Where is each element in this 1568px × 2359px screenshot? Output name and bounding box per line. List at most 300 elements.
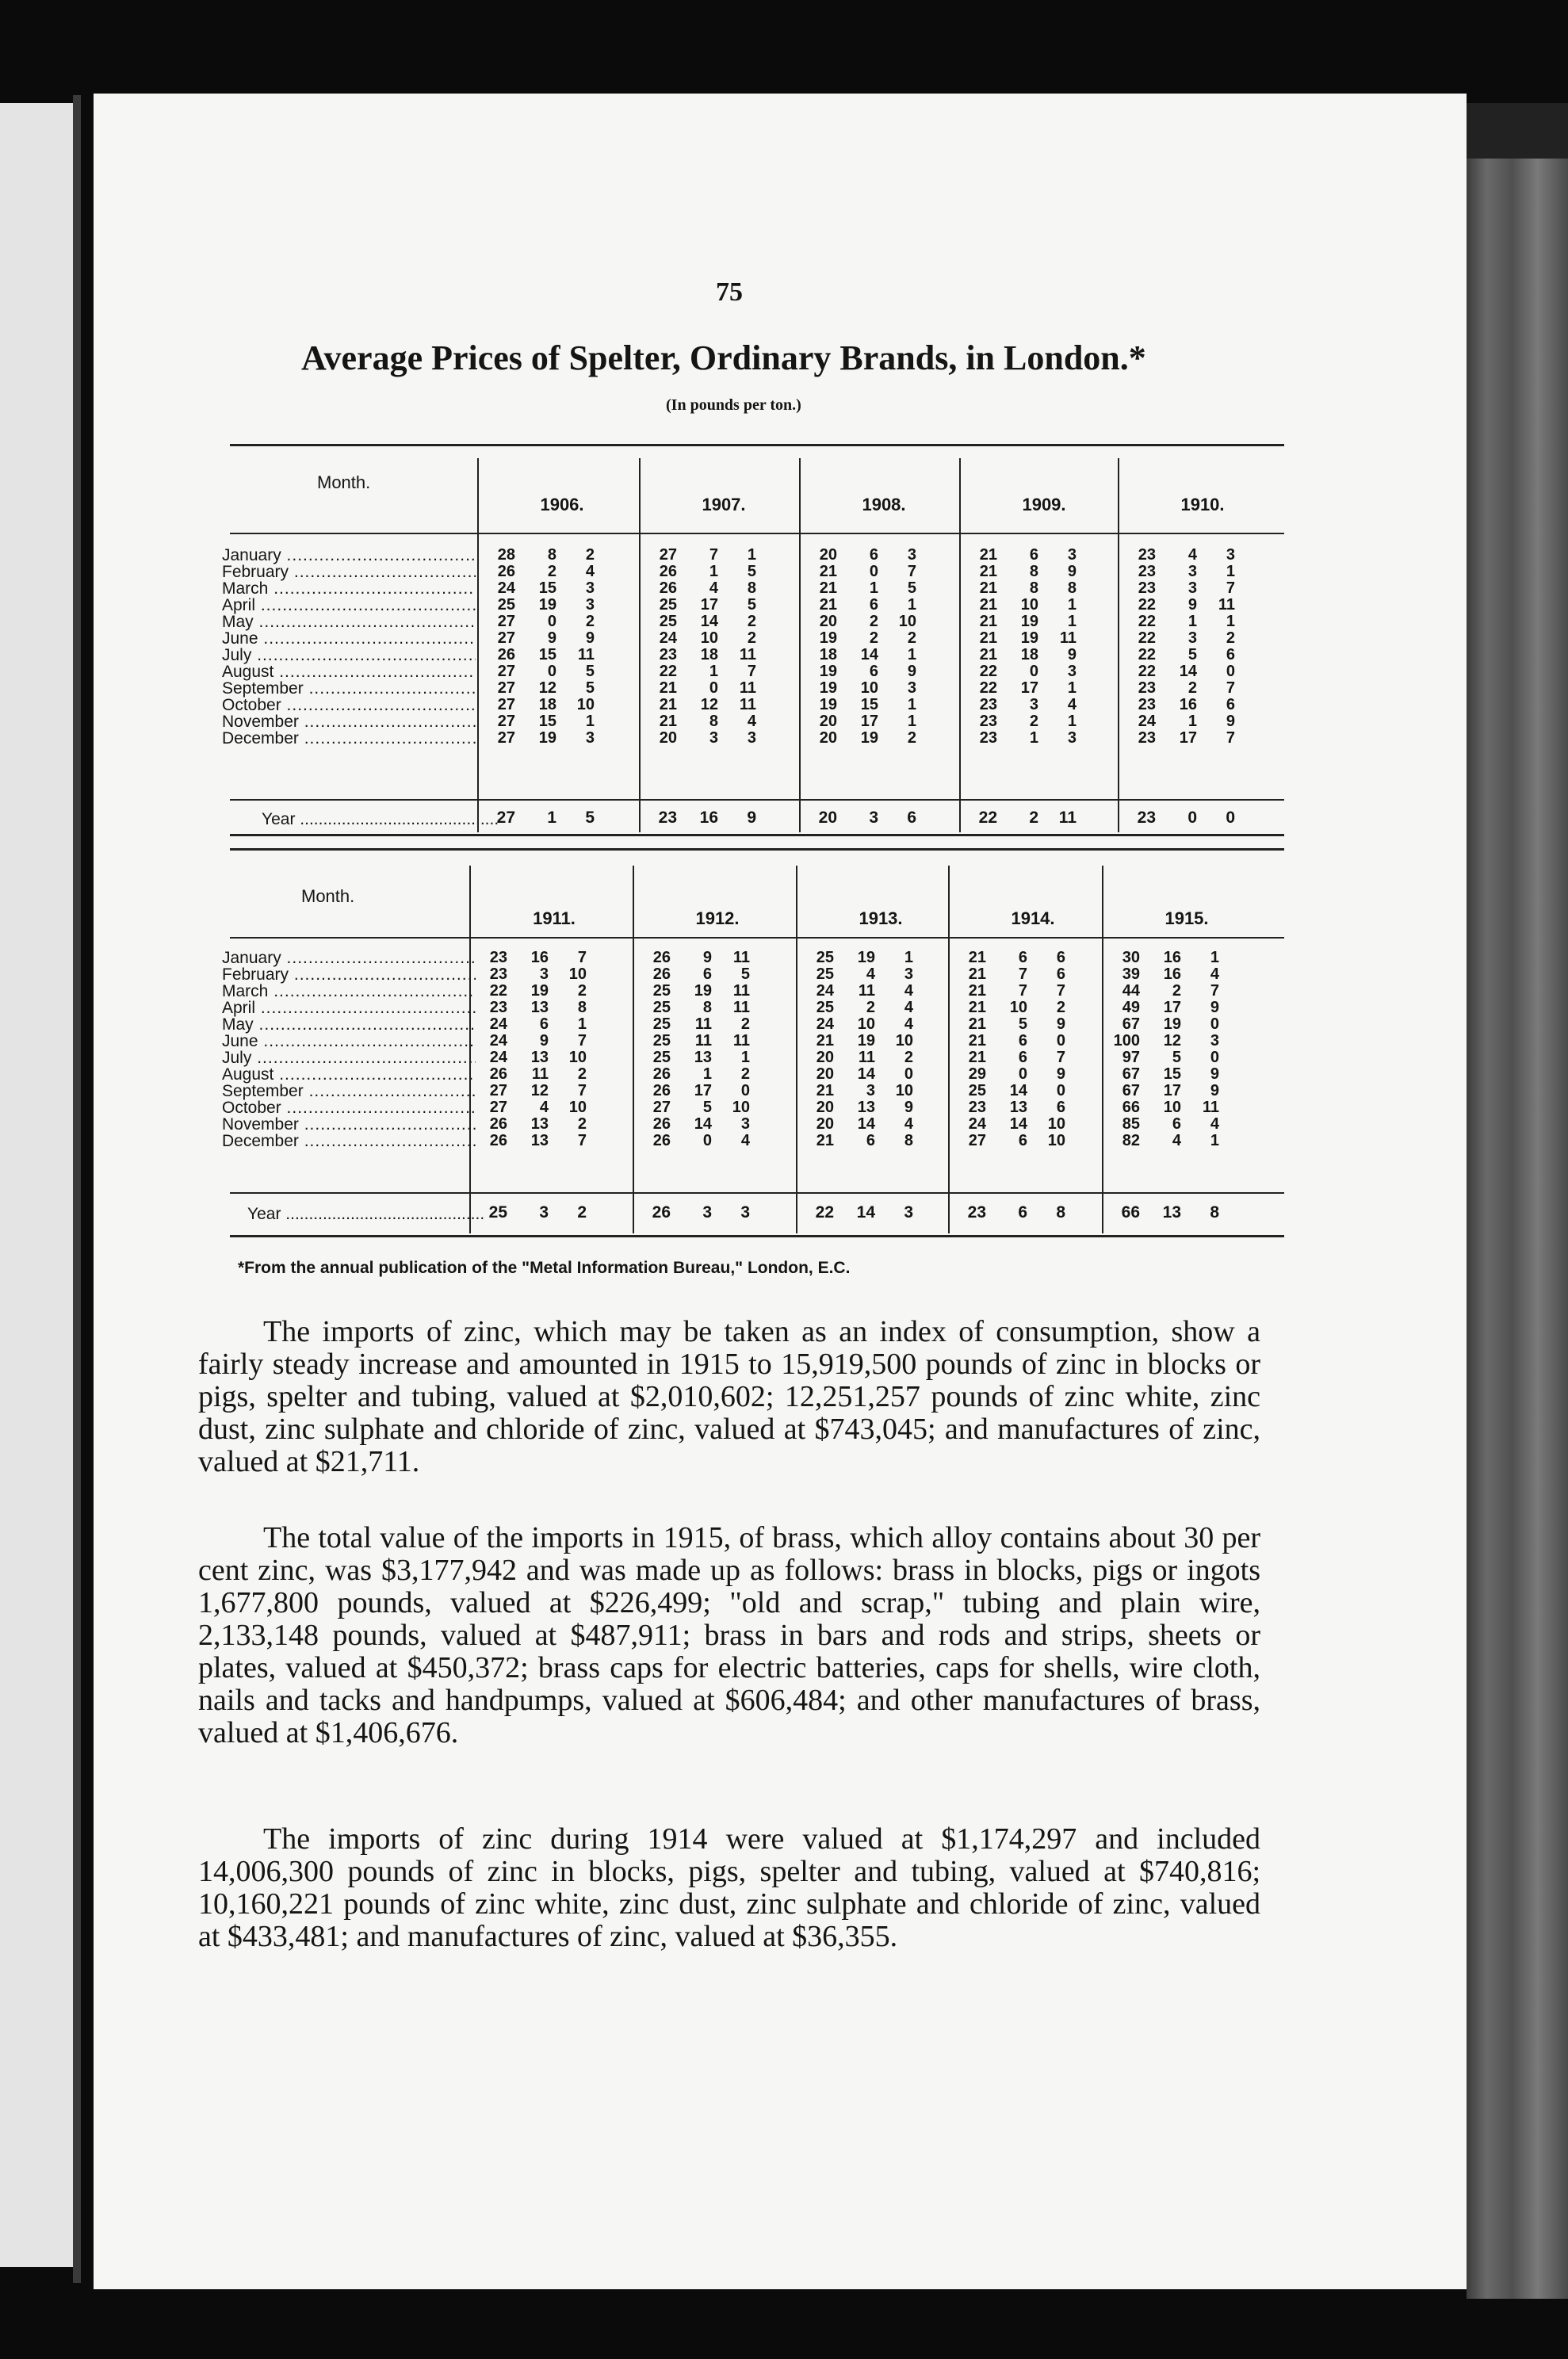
shillings-value: 18	[700, 646, 718, 663]
shillings-value: 12	[538, 679, 556, 697]
shillings-value: 17	[1163, 999, 1181, 1016]
monthly-values	[958, 950, 1108, 1149]
year-pence-value: 3	[740, 1203, 750, 1222]
pounds-value: 24	[816, 982, 834, 1000]
shillings-value: 17	[1020, 679, 1038, 697]
monthly-value-row	[809, 680, 959, 697]
pence-value: 0	[904, 1065, 913, 1083]
shillings-value: 9	[547, 629, 556, 647]
pounds-value: 66	[1122, 1099, 1140, 1116]
pence-value: 2	[585, 546, 595, 564]
pence-value: 11	[732, 999, 750, 1016]
shillings-value: 6	[1018, 1049, 1027, 1066]
pence-value: 9	[1067, 563, 1077, 580]
paragraph-zinc-imports-1914: The imports of zinc during 1914 were valued at $1,174,297 and included 14,006,300 pounds of zinc in blocks, pigs, spelter and tubing, valued at $740,816; 10,160,221 pounds of zinc white, zinc dust, zinc sulphate and chloride of zinc, valued at $433,481; and manufactures of zinc, valued at $36,355.	[198, 1822, 1260, 1953]
page-number: 75	[716, 277, 743, 307]
pounds-value: 23	[659, 646, 677, 663]
pounds-value: 23	[1138, 546, 1156, 564]
pence-value: 9	[1226, 713, 1235, 730]
monthly-value-row	[1127, 663, 1278, 680]
pounds-value: 26	[497, 646, 515, 663]
pounds-value: 21	[819, 596, 837, 614]
shillings-value: 10	[1009, 999, 1027, 1016]
pence-value: 2	[740, 1065, 750, 1083]
monthly-value-row	[648, 663, 799, 680]
shillings-value: 6	[1029, 546, 1038, 564]
monthly-value-row	[487, 564, 637, 580]
pounds-value: 26	[659, 563, 677, 580]
pounds-value: 85	[1122, 1115, 1140, 1133]
pence-value: 0	[1226, 663, 1235, 680]
pence-value: 0	[1210, 1049, 1219, 1066]
pence-value: 3	[1210, 1032, 1219, 1050]
pence-value: 1	[1067, 713, 1077, 730]
pence-value: 4	[1210, 1115, 1219, 1133]
shillings-value: 3	[866, 1082, 875, 1099]
shillings-value: 10	[860, 679, 878, 697]
year-shillings-value: 1	[547, 809, 556, 827]
monthly-values	[1127, 547, 1278, 747]
table-header-rule	[230, 533, 1284, 534]
pounds-value: 25	[968, 1082, 986, 1099]
monthly-value-row	[1111, 1116, 1262, 1133]
monthly-value-row	[809, 730, 959, 747]
pounds-value: 20	[816, 1115, 834, 1133]
shillings-value: 8	[1029, 563, 1038, 580]
monthly-values	[487, 547, 637, 747]
pence-value: 10	[732, 1099, 750, 1116]
year-column-header: 1907.	[702, 495, 746, 514]
pounds-value: 21	[816, 1082, 834, 1099]
shillings-value: 11	[858, 982, 875, 1000]
pence-value: 4	[904, 999, 913, 1016]
shillings-value: 1	[709, 663, 718, 680]
pounds-value: 21	[968, 1015, 986, 1033]
monthly-value-row	[969, 730, 1119, 747]
pence-value: 9	[1210, 999, 1219, 1016]
year-shillings-value: 3	[702, 1203, 712, 1222]
monthly-value-row	[958, 1133, 1108, 1149]
document-page	[94, 94, 1467, 2289]
pence-value: 1	[907, 696, 916, 713]
shillings-value: 1	[1029, 729, 1038, 747]
year-column-header: 1915.	[1165, 908, 1209, 928]
shillings-value: 10	[857, 1015, 875, 1033]
year-pence-value: 11	[1058, 809, 1077, 827]
pounds-value: 23	[489, 949, 507, 966]
shillings-value: 2	[866, 999, 875, 1016]
pence-value: 2	[907, 629, 916, 647]
monthly-value-row	[805, 1133, 956, 1149]
pence-value: 10	[1047, 1132, 1065, 1149]
month-label: September .....	[222, 680, 476, 697]
shillings-value: 6	[539, 1015, 549, 1033]
monthly-value-row	[1111, 983, 1262, 1000]
shillings-value: 17	[694, 1082, 712, 1099]
pounds-value: 23	[1138, 696, 1156, 713]
pence-value: 5	[585, 663, 595, 680]
pence-value: 0	[1056, 1082, 1065, 1099]
shillings-value: 0	[1029, 663, 1038, 680]
year-column-header: 1908.	[862, 495, 906, 514]
monthly-value-row	[805, 966, 956, 983]
year-average-values	[809, 809, 959, 828]
monthly-value-row	[958, 1066, 1108, 1083]
monthly-value-row	[487, 713, 637, 730]
pence-value: 6	[1226, 646, 1235, 663]
shillings-value: 5	[702, 1099, 712, 1116]
shillings-value: 0	[709, 679, 718, 697]
shillings-value: 3	[1187, 629, 1197, 647]
monthly-value-row	[958, 1099, 1108, 1116]
shillings-value: 1	[702, 1065, 712, 1083]
pence-value: 11	[1059, 629, 1077, 647]
monthly-value-row	[958, 950, 1108, 966]
shillings-value: 19	[857, 1032, 875, 1050]
pounds-value: 20	[659, 729, 677, 747]
pounds-value: 22	[1138, 629, 1156, 647]
monthly-value-row	[1127, 680, 1278, 697]
shillings-value: 1	[1187, 713, 1197, 730]
shillings-value: 13	[530, 999, 549, 1016]
pounds-value: 21	[659, 696, 677, 713]
monthly-value-row	[805, 1066, 956, 1083]
monthly-value-row	[648, 697, 799, 713]
monthly-value-row	[479, 1050, 629, 1066]
pence-value: 1	[907, 646, 916, 663]
month-label: February .....	[222, 564, 476, 580]
year-pence-value: 3	[904, 1203, 913, 1222]
shillings-value: 12	[530, 1082, 549, 1099]
pence-value: 10	[568, 965, 587, 983]
month-label: March .....	[222, 983, 476, 1000]
pence-value: 5	[585, 679, 595, 697]
monthly-value-row	[969, 614, 1119, 630]
shillings-value: 4	[866, 965, 875, 983]
pence-value: 1	[740, 1049, 750, 1066]
pence-value: 1	[907, 713, 916, 730]
monthly-value-row	[969, 597, 1119, 614]
shillings-value: 16	[1163, 949, 1181, 966]
shillings-value: 11	[531, 1065, 549, 1083]
monthly-value-row	[1127, 697, 1278, 713]
pounds-value: 26	[497, 563, 515, 580]
month-label: November .....	[222, 713, 476, 730]
month-label: March .....	[222, 580, 476, 597]
monthly-value-row	[809, 580, 959, 597]
shillings-value: 19	[694, 982, 712, 1000]
pounds-value: 22	[1138, 596, 1156, 614]
monthly-value-row	[958, 1033, 1108, 1050]
pounds-value: 21	[968, 999, 986, 1016]
table-bottom-rule	[230, 834, 1284, 836]
month-label: April .....	[222, 1000, 476, 1016]
pounds-value: 23	[1138, 563, 1156, 580]
monthly-value-row	[642, 966, 793, 983]
pounds-value: 27	[659, 546, 677, 564]
pence-value: 2	[747, 629, 756, 647]
shillings-value: 11	[694, 1015, 712, 1033]
pounds-value: 23	[489, 965, 507, 983]
pence-value: 3	[1226, 546, 1235, 564]
pounds-value: 26	[652, 1065, 671, 1083]
year-column-header: 1909.	[1022, 495, 1066, 514]
shillings-value: 13	[694, 1049, 712, 1066]
pounds-value: 27	[497, 613, 515, 630]
monthly-values	[969, 547, 1119, 747]
pounds-value: 24	[968, 1115, 986, 1133]
monthly-value-row	[1111, 1050, 1262, 1066]
year-shillings-value: 3	[869, 809, 878, 827]
pounds-value: 26	[652, 1082, 671, 1099]
pounds-value: 24	[489, 1032, 507, 1050]
monthly-value-row	[1111, 1016, 1262, 1033]
year-average-values	[1127, 809, 1278, 828]
monthly-value-row	[969, 697, 1119, 713]
pounds-value: 25	[652, 1049, 671, 1066]
month-label: April .....	[222, 597, 476, 614]
pence-value: 1	[1226, 613, 1235, 630]
monthly-value-row	[805, 983, 956, 1000]
shillings-value: 6	[869, 596, 878, 614]
year-pounds-value: 23	[967, 1203, 986, 1222]
pounds-value: 21	[968, 1032, 986, 1050]
table-top-rule	[230, 444, 1284, 446]
shillings-value: 15	[1163, 1065, 1181, 1083]
pence-value: 6	[1056, 949, 1065, 966]
pence-value: 2	[740, 1015, 750, 1033]
pence-value: 5	[747, 596, 756, 614]
pounds-value: 22	[1138, 646, 1156, 663]
monthly-value-row	[642, 1066, 793, 1083]
shillings-value: 9	[539, 1032, 549, 1050]
monthly-value-row	[805, 950, 956, 966]
shillings-value: 13	[857, 1099, 875, 1116]
pence-value: 11	[739, 696, 756, 713]
shillings-value: 19	[538, 596, 556, 614]
shillings-value: 0	[547, 613, 556, 630]
year-column-header: 1914.	[1011, 908, 1055, 928]
monthly-value-row	[479, 950, 629, 966]
shillings-value: 8	[1029, 579, 1038, 597]
shillings-value: 18	[538, 696, 556, 713]
year-average-values	[648, 809, 799, 828]
month-label: August .....	[222, 1066, 476, 1083]
pounds-value: 20	[816, 1049, 834, 1066]
pence-value: 3	[747, 729, 756, 747]
monthly-value-row	[1127, 614, 1278, 630]
year-pence-value: 9	[747, 809, 756, 827]
pence-value: 2	[585, 613, 595, 630]
pence-value: 2	[1056, 999, 1065, 1016]
monthly-values	[805, 950, 956, 1149]
pence-value: 11	[732, 1032, 750, 1050]
monthly-values	[1111, 950, 1262, 1149]
pence-value: 5	[740, 965, 750, 983]
shillings-value: 3	[1187, 563, 1197, 580]
shillings-value: 1	[869, 579, 878, 597]
monthly-value-row	[1111, 1133, 1262, 1149]
year-average-values	[479, 1203, 629, 1222]
pence-value: 2	[907, 729, 916, 747]
year-pounds-value: 27	[496, 809, 515, 827]
pounds-value: 26	[489, 1115, 507, 1133]
monthly-value-row	[648, 713, 799, 730]
pounds-value: 19	[819, 629, 837, 647]
year-column-header: 1911.	[533, 908, 576, 928]
pence-value: 8	[747, 579, 756, 597]
shillings-value: 19	[860, 729, 878, 747]
month-label: July .....	[222, 647, 476, 663]
paragraph-brass-imports-1915: The total value of the imports in 1915, of brass, which alloy contains about 30 per cent zinc, was $3,177,942 and was made up as follows: brass in blocks, pigs or ingots 1,677,800 pounds, valued at $226,499; "old and scrap," tubing and plain wire, 2,133,148 pounds, valued at $487,911; brass in bars and rods and strips, sheets or plates, valued at $450,372; brass caps for electric batteries, caps for shells, wire cloth, nails and tacks and handpumps, valued at $606,484; and other manufactures of brass, valued at $1,406,676.	[198, 1521, 1260, 1749]
monthly-value-row	[809, 547, 959, 564]
pence-value: 2	[577, 982, 587, 1000]
table-bottom-rule	[230, 1235, 1284, 1237]
shillings-value: 2	[869, 613, 878, 630]
shillings-value: 14	[700, 613, 718, 630]
pounds-value: 21	[979, 629, 997, 647]
pence-value: 4	[904, 982, 913, 1000]
monthly-values	[479, 950, 629, 1149]
table-year-rule	[230, 799, 1284, 801]
pence-value: 1	[747, 546, 756, 564]
shillings-value: 4	[1187, 546, 1197, 564]
pounds-value: 22	[489, 982, 507, 1000]
monthly-value-row	[648, 547, 799, 564]
shillings-value: 14	[1009, 1115, 1027, 1133]
shillings-value: 3	[1029, 696, 1038, 713]
monthly-values	[809, 547, 959, 747]
year-average-values	[1111, 1203, 1262, 1222]
shillings-value: 11	[858, 1049, 875, 1066]
pounds-value: 49	[1122, 999, 1140, 1016]
shillings-value: 8	[547, 546, 556, 564]
pence-value: 1	[1210, 949, 1219, 966]
pounds-value: 27	[489, 1099, 507, 1116]
pounds-value: 24	[816, 1015, 834, 1033]
monthly-value-row	[642, 1016, 793, 1033]
year-pence-value: 5	[585, 809, 595, 827]
monthly-value-row	[809, 614, 959, 630]
pence-value: 9	[1210, 1082, 1219, 1099]
pounds-value: 19	[819, 663, 837, 680]
monthly-value-row	[809, 647, 959, 663]
monthly-value-row	[648, 564, 799, 580]
year-pounds-value: 22	[815, 1203, 834, 1222]
pounds-value: 67	[1122, 1065, 1140, 1083]
shillings-value: 9	[1187, 596, 1197, 614]
book-spine-top	[1467, 103, 1568, 166]
pounds-value: 23	[1138, 729, 1156, 747]
pounds-value: 24	[489, 1015, 507, 1033]
pounds-value: 21	[979, 579, 997, 597]
pence-value: 11	[739, 646, 756, 663]
monthly-value-row	[1111, 1066, 1262, 1083]
shillings-value: 17	[860, 713, 878, 730]
paragraph-zinc-imports-1915: The imports of zinc, which may be taken as an index of consumption, show a fairly steady increase and amounted in 1915 to 15,919,500 pounds of zinc in blocks or pigs, spelter and tubing, valued at $2,010,602; 12,251,257 pounds of zinc white, zinc dust, zinc sulphate and chloride of zinc, valued at $743,045; and manufactures of zinc, valued at $21,711.	[198, 1315, 1260, 1478]
pounds-value: 27	[489, 1082, 507, 1099]
pence-value: 9	[1067, 646, 1077, 663]
monthly-value-row	[969, 564, 1119, 580]
monthly-value-row	[809, 564, 959, 580]
pounds-value: 18	[819, 646, 837, 663]
pounds-value: 27	[497, 729, 515, 747]
pence-value: 4	[1210, 965, 1219, 983]
monthly-value-row	[487, 614, 637, 630]
pounds-value: 25	[816, 965, 834, 983]
pounds-value: 23	[979, 713, 997, 730]
pence-value: 2	[904, 1049, 913, 1066]
shillings-value: 3	[709, 729, 718, 747]
pence-value: 3	[585, 579, 595, 597]
year-column-header: 1910.	[1180, 495, 1225, 514]
column-divider	[799, 458, 801, 832]
pence-value: 7	[1226, 679, 1235, 697]
pounds-value: 23	[968, 1099, 986, 1116]
shillings-value: 15	[860, 696, 878, 713]
monthly-value-row	[487, 547, 637, 564]
monthly-value-row	[805, 1099, 956, 1116]
monthly-value-row	[642, 1116, 793, 1133]
monthly-value-row	[642, 1000, 793, 1016]
column-divider	[959, 458, 961, 832]
shillings-value: 2	[1172, 982, 1181, 1000]
year-pounds-value: 66	[1121, 1203, 1140, 1222]
monthly-value-row	[1111, 1083, 1262, 1099]
pence-value: 4	[740, 1132, 750, 1149]
month-label: May .....	[222, 614, 476, 630]
pence-value: 3	[907, 546, 916, 564]
monthly-value-row	[1127, 647, 1278, 663]
shillings-value: 7	[1018, 965, 1027, 983]
table-year-rule	[230, 1192, 1284, 1194]
monthly-value-row	[1111, 1099, 1262, 1116]
shillings-value: 14	[1009, 1082, 1027, 1099]
month-label: July .....	[222, 1050, 476, 1066]
pounds-value: 19	[819, 679, 837, 697]
shillings-value: 6	[866, 1132, 875, 1149]
pounds-value: 27	[497, 696, 515, 713]
monthly-value-row	[805, 1050, 956, 1066]
shillings-value: 8	[709, 713, 718, 730]
pence-value: 9	[585, 629, 595, 647]
pence-value: 7	[747, 663, 756, 680]
year-pence-value: 0	[1226, 809, 1235, 827]
pence-value: 2	[577, 1065, 587, 1083]
pounds-value: 21	[968, 965, 986, 983]
monthly-value-row	[479, 1016, 629, 1033]
pounds-value: 97	[1122, 1049, 1140, 1066]
shillings-value: 16	[530, 949, 549, 966]
pounds-value: 21	[659, 713, 677, 730]
year-shillings-value: 14	[856, 1203, 875, 1222]
pence-value: 3	[904, 965, 913, 983]
pence-value: 9	[1210, 1065, 1219, 1083]
monthly-value-row	[648, 580, 799, 597]
monthly-value-row	[648, 680, 799, 697]
shillings-value: 15	[538, 713, 556, 730]
shillings-value: 1	[1187, 613, 1197, 630]
page-gutter	[73, 95, 81, 2283]
pence-value: 1	[1067, 613, 1077, 630]
pence-value: 3	[585, 596, 595, 614]
month-label: November .....	[222, 1116, 476, 1133]
pence-value: 7	[1056, 982, 1065, 1000]
monthly-value-row	[479, 983, 629, 1000]
pence-value: 8	[577, 999, 587, 1016]
year-pence-value: 8	[1210, 1203, 1219, 1222]
monthly-value-row	[642, 983, 793, 1000]
